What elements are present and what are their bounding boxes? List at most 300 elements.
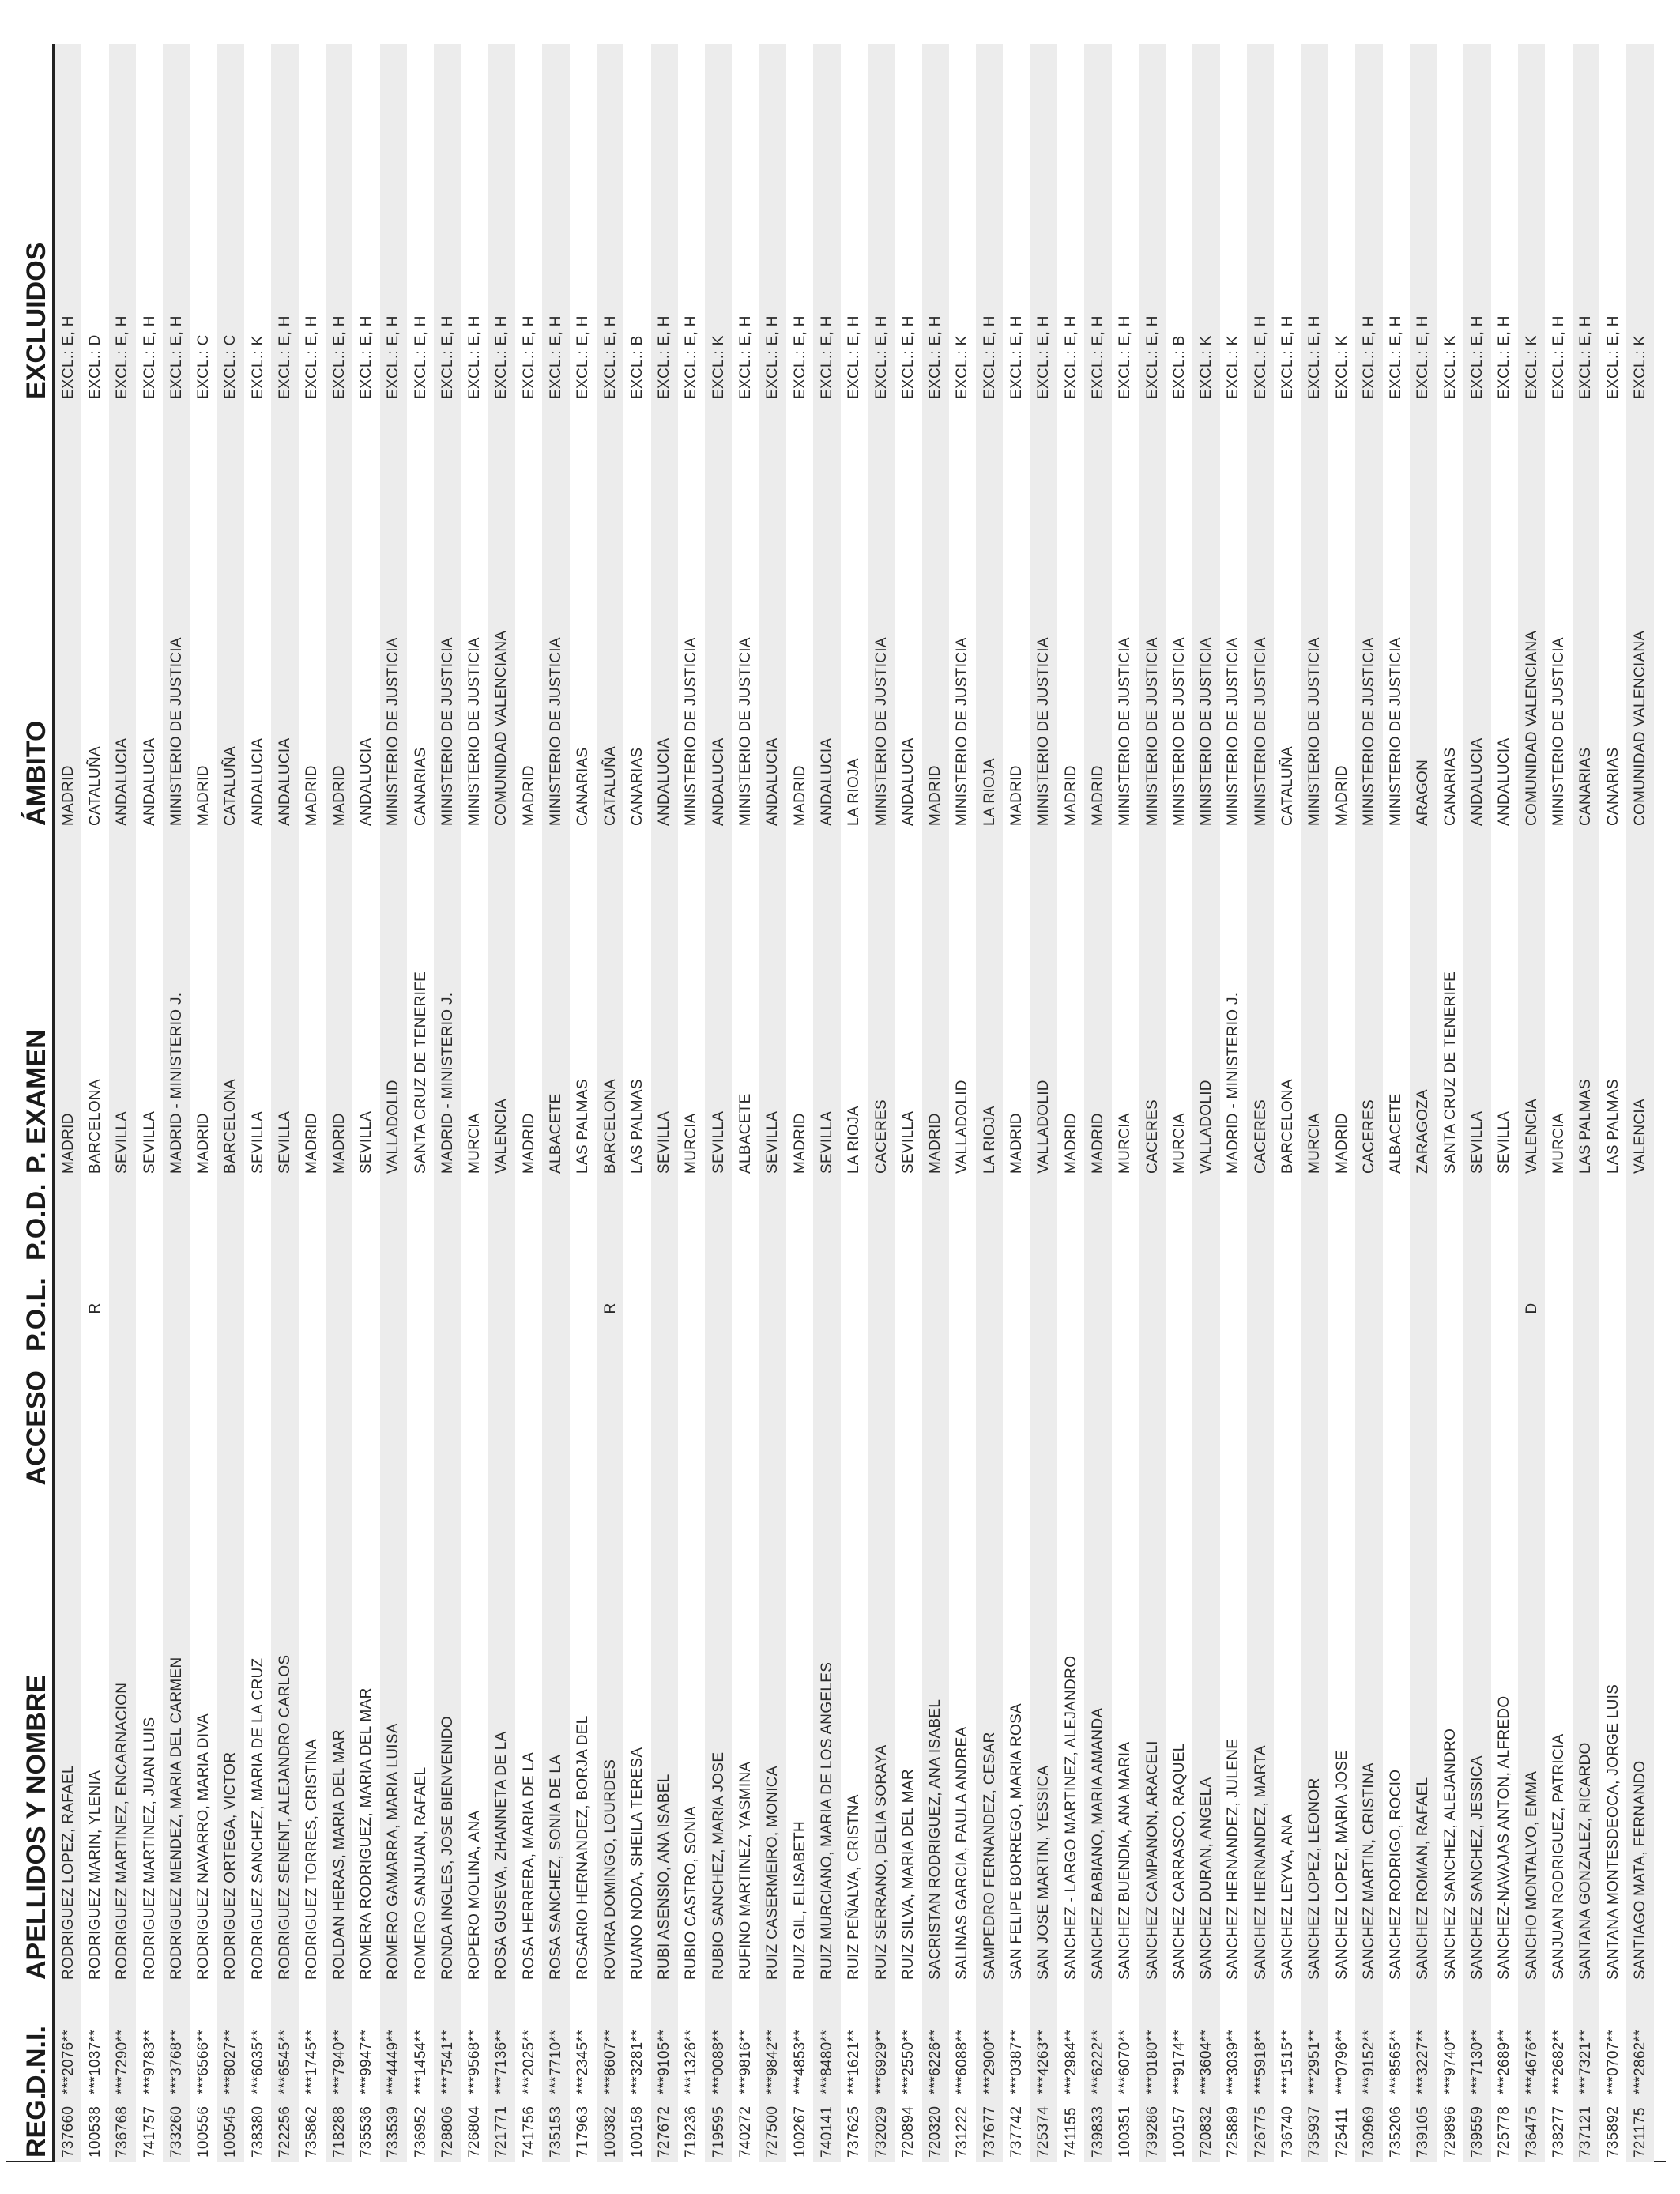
cell-excluidos: EXCL.: E, H: [109, 44, 136, 404]
table-row: [732, 44, 759, 2162]
cell-excluidos: EXCL.: E, H: [326, 44, 352, 404]
cell-pol: [326, 1265, 352, 1356]
cell-dni: ***5918**: [1247, 1985, 1274, 2099]
cell-dni: ***2862**: [1626, 1985, 1653, 2099]
cell-examen: SEVILLA: [271, 831, 298, 1178]
cell-acceso: [217, 1356, 244, 1554]
cell-ambito: CANARIAS: [1599, 404, 1626, 831]
table-row: [136, 44, 163, 2162]
cell-ambito: COMUNIDAD VALENCIANA: [488, 404, 515, 831]
cell-ambito: CATALUÑA: [1274, 404, 1301, 831]
table-row: [434, 44, 461, 2162]
cell-reg: 100351: [1112, 2099, 1139, 2162]
cell-ambito: ANDALUCIA: [109, 404, 136, 831]
cell-dni: ***3281**: [623, 1985, 650, 2099]
cell-ambito: MINISTERIO DE JUSTICIA: [1166, 404, 1192, 831]
cell-pol: [1084, 1265, 1111, 1356]
cell-acceso: [1410, 1356, 1437, 1554]
cell-acceso: [380, 1356, 407, 1554]
cell-examen: MADRID: [1084, 831, 1111, 1178]
cell-ambito: COMUNIDAD VALENCIANA: [1518, 404, 1545, 831]
cell-pol: [380, 1265, 407, 1356]
table-row: [786, 44, 813, 2162]
cell-reg: 720320: [922, 2099, 949, 2162]
cell-acceso: [922, 1356, 949, 1554]
cell-nombre: ROSA GUSEVA, ZHANNETA DE LA: [488, 1554, 515, 1985]
cell-dni: ***7940**: [326, 1985, 352, 2099]
cell-ambito: MINISTERIO DE JUSTICIA: [1112, 404, 1139, 831]
cell-nombre: RODRIGUEZ SANCHEZ, MARIA DE LA CRUZ: [244, 1554, 271, 1985]
cell-acceso: [515, 1356, 542, 1554]
cell-reg: 717963: [570, 2099, 597, 2162]
cell-ambito: MADRID: [326, 404, 352, 831]
cell-reg: 100382: [597, 2099, 623, 2162]
cell-examen: SEVILLA: [1463, 831, 1490, 1178]
cell-ambito: MINISTERIO DE JUSTICIA: [542, 404, 569, 831]
cell-reg: 100157: [1166, 2099, 1192, 2162]
cell-acceso: [976, 1356, 1003, 1554]
cell-nombre: SANCHEZ-NAVAJAS ANTON, ALFREDO: [1491, 1554, 1518, 1985]
cell-examen: SEVILLA: [244, 831, 271, 1178]
table-row: [678, 44, 705, 2162]
cell-excluidos: EXCL.: B: [1166, 44, 1192, 404]
cell-pod: [380, 1178, 407, 1265]
cell-reg: 737121: [1573, 2099, 1599, 2162]
table-row: [1030, 44, 1057, 2162]
cell-reg: 725374: [1030, 2099, 1057, 2162]
cell-reg: 735536: [352, 2099, 379, 2162]
cell-examen: SEVILLA: [136, 831, 163, 1178]
cell-ambito: ANDALUCIA: [244, 404, 271, 831]
cell-reg: 725778: [1491, 2099, 1518, 2162]
cell-nombre: SAMPEDRO FERNANDEZ, CESAR: [976, 1554, 1003, 1985]
cell-reg: 741756: [515, 2099, 542, 2162]
cell-examen: LA RIOJA: [841, 831, 868, 1178]
cell-pod: [1383, 1178, 1410, 1265]
cell-excluidos: EXCL.: E, H: [868, 44, 895, 404]
cell-nombre: SANCHO MONTALVO, EMMA: [1518, 1554, 1545, 1985]
cell-pod: [1491, 1178, 1518, 1265]
cell-dni: ***7290**: [109, 1985, 136, 2099]
cell-pol: [136, 1265, 163, 1356]
cell-pol: [1003, 1265, 1030, 1356]
cell-reg: 100545: [217, 2099, 244, 2162]
cell-reg: 735862: [299, 2099, 326, 2162]
table-row: [1463, 44, 1490, 2162]
cell-nombre: RUBIO CASTRO, SONIA: [678, 1554, 705, 1985]
cell-pod: [81, 1178, 108, 1265]
cell-nombre: RUIZ SILVA, MARIA DEL MAR: [895, 1554, 921, 1985]
cell-ambito: CANARIAS: [407, 404, 434, 831]
cell-pol: [1220, 1265, 1247, 1356]
table-row: [1328, 44, 1355, 2162]
cell-pol: [1057, 1265, 1084, 1356]
cell-excluidos: EXCL.: E, H: [515, 44, 542, 404]
table-body: [54, 44, 1654, 2162]
cell-examen: MURCIA: [678, 831, 705, 1178]
cell-examen: LAS PALMAS: [570, 831, 597, 1178]
cell-excluidos: EXCL.: E, H: [895, 44, 921, 404]
cell-excluidos: EXCL.: K: [1328, 44, 1355, 404]
cell-dni: ***9783**: [136, 1985, 163, 2099]
cell-pol: [868, 1265, 895, 1356]
cell-pod: [976, 1178, 1003, 1265]
cell-acceso: [434, 1356, 461, 1554]
cell-examen: BARCELONA: [217, 831, 244, 1178]
cell-pol: [407, 1265, 434, 1356]
cell-reg: 736768: [109, 2099, 136, 2162]
cell-acceso: [1355, 1356, 1382, 1554]
cell-examen: BARCELONA: [1274, 831, 1301, 1178]
cell-dni: ***1621**: [841, 1985, 868, 2099]
cell-examen: SEVILLA: [895, 831, 921, 1178]
cell-pod: [1355, 1178, 1382, 1265]
cell-excluidos: EXCL.: E, H: [1030, 44, 1057, 404]
cell-acceso: [136, 1356, 163, 1554]
cell-ambito: MADRID: [515, 404, 542, 831]
cell-ambito: MINISTERIO DE JUSTICIA: [461, 404, 488, 831]
cell-examen: MURCIA: [1166, 831, 1192, 1178]
cell-nombre: SANCHEZ CAMPANON, ARACELI: [1139, 1554, 1166, 1985]
table-row: [1491, 44, 1518, 2162]
cell-acceso: [705, 1356, 732, 1554]
cell-acceso: [949, 1356, 976, 1554]
cell-excluidos: EXCL.: K: [1220, 44, 1247, 404]
cell-excluidos: EXCL.: E, H: [352, 44, 379, 404]
cell-nombre: SANCHEZ HERNANDEZ, JULENE: [1220, 1554, 1247, 1985]
cell-pod: [732, 1178, 759, 1265]
cell-excluidos: EXCL.: E, H: [1274, 44, 1301, 404]
cell-reg: 725889: [1220, 2099, 1247, 2162]
cell-acceso: [352, 1356, 379, 1554]
cell-acceso: [542, 1356, 569, 1554]
cell-ambito: MINISTERIO DE JUSTICIA: [732, 404, 759, 831]
cell-examen: MADRID - MINISTERIO J.: [434, 831, 461, 1178]
cell-pol: D: [1518, 1265, 1545, 1356]
cell-nombre: RODRIGUEZ TORRES, CRISTINA: [299, 1554, 326, 1985]
cell-acceso: [461, 1356, 488, 1554]
table-row: [1112, 44, 1139, 2162]
cell-pod: [461, 1178, 488, 1265]
cell-pod: [623, 1178, 650, 1265]
cell-reg: 100556: [190, 2099, 217, 2162]
cell-nombre: SALINAS GARCIA, PAULA ANDREA: [949, 1554, 976, 1985]
cell-reg: 735153: [542, 2099, 569, 2162]
cell-pod: [1166, 1178, 1192, 1265]
cell-excluidos: EXCL.: E, H: [54, 44, 82, 404]
cell-pod: [1573, 1178, 1599, 1265]
cell-acceso: [1274, 1356, 1301, 1554]
cell-ambito: MINISTERIO DE JUSTICIA: [1545, 404, 1572, 831]
cell-examen: MADRID: [786, 831, 813, 1178]
cell-ambito: CANARIAS: [1437, 404, 1463, 831]
cell-dni: ***2951**: [1301, 1985, 1328, 2099]
cell-examen: ZARAGOZA: [1410, 831, 1437, 1178]
cell-excluidos: EXCL.: E, H: [299, 44, 326, 404]
cell-ambito: MADRID: [190, 404, 217, 831]
cell-examen: MADRID: [54, 831, 82, 1178]
cell-pol: [352, 1265, 379, 1356]
header-nombre: APELLIDOS Y NOMBRE: [6, 1554, 54, 1985]
cell-excluidos: EXCL.: C: [217, 44, 244, 404]
cell-pod: [949, 1178, 976, 1265]
cell-examen: MADRID: [299, 831, 326, 1178]
cell-pod: [1437, 1178, 1463, 1265]
cell-nombre: RUANO NODA, SHEILA TERESA: [623, 1554, 650, 1985]
table-row: [841, 44, 868, 2162]
cell-acceso: [1247, 1356, 1274, 1554]
cell-pod: [1192, 1178, 1219, 1265]
cell-pod: [1139, 1178, 1166, 1265]
cell-reg: 737660: [54, 2099, 82, 2162]
cell-reg: 740272: [732, 2099, 759, 2162]
cell-reg: 718288: [326, 2099, 352, 2162]
cell-reg: 733260: [163, 2099, 190, 2162]
cell-pod: [326, 1178, 352, 1265]
header-row: [6, 44, 54, 2162]
cell-pod: [922, 1178, 949, 1265]
cell-examen: CACERES: [1355, 831, 1382, 1178]
cell-excluidos: EXCL.: E, H: [1112, 44, 1139, 404]
table-row: [352, 44, 379, 2162]
cell-reg: 727500: [759, 2099, 786, 2162]
cell-nombre: SANCHEZ DURAN, ANGELA: [1192, 1554, 1219, 1985]
cell-nombre: SANJUAN RODRIGUEZ, PATRICIA: [1545, 1554, 1572, 1985]
cell-nombre: SACRISTAN RODRIGUEZ, ANA ISABEL: [922, 1554, 949, 1985]
cell-examen: SEVILLA: [109, 831, 136, 1178]
cell-pod: [1274, 1178, 1301, 1265]
table-row: [1247, 44, 1274, 2162]
table-row: [813, 44, 840, 2162]
cell-excluidos: EXCL.: E, H: [271, 44, 298, 404]
cell-examen: VALLADOLID: [1030, 831, 1057, 1178]
cell-pol: [895, 1265, 921, 1356]
cell-dni: ***9842**: [759, 1985, 786, 2099]
cell-pod: [705, 1178, 732, 1265]
table-row: [81, 44, 108, 2162]
cell-acceso: [163, 1356, 190, 1554]
table-row: [271, 44, 298, 2162]
cell-dni: ***4263**: [1030, 1985, 1057, 2099]
cell-pol: [1491, 1265, 1518, 1356]
cell-examen: MADRID: [190, 831, 217, 1178]
cell-excluidos: EXCL.: E, H: [759, 44, 786, 404]
table-row: [54, 44, 82, 2162]
cell-pol: [1274, 1265, 1301, 1356]
cell-acceso: [244, 1356, 271, 1554]
table-row: [623, 44, 650, 2162]
cell-excluidos: EXCL.: E, H: [786, 44, 813, 404]
cell-examen: MADRID: [1328, 831, 1355, 1178]
cell-pol: [434, 1265, 461, 1356]
cell-dni: ***2550**: [895, 1985, 921, 2099]
header-ambito: ÁMBITO: [6, 404, 54, 831]
table-row: [1003, 44, 1030, 2162]
cell-acceso: [271, 1356, 298, 1554]
cell-dni: ***8607**: [597, 1985, 623, 2099]
cell-nombre: SANTANA MONTESDEOCA, JORGE LUIS: [1599, 1554, 1626, 1985]
cell-pod: [597, 1178, 623, 1265]
cell-ambito: MADRID: [1003, 404, 1030, 831]
table-row: [1220, 44, 1247, 2162]
cell-examen: MADRID: [1057, 831, 1084, 1178]
cell-pod: [352, 1178, 379, 1265]
cell-pol: [759, 1265, 786, 1356]
cell-acceso: [1491, 1356, 1518, 1554]
cell-reg: 100158: [623, 2099, 650, 2162]
cell-pol: [190, 1265, 217, 1356]
cell-pod: [786, 1178, 813, 1265]
cell-examen: MURCIA: [1301, 831, 1328, 1178]
cell-reg: 733539: [380, 2099, 407, 2162]
cell-pol: [244, 1265, 271, 1356]
cell-nombre: RUIZ SERRANO, DELIA SORAYA: [868, 1554, 895, 1985]
cell-dni: ***3227**: [1410, 1985, 1437, 2099]
cell-dni: ***2076**: [54, 1985, 82, 2099]
cell-nombre: RUBIO SANCHEZ, MARIA JOSE: [705, 1554, 732, 1985]
cell-ambito: CANARIAS: [1573, 404, 1599, 831]
cell-excluidos: EXCL.: E, H: [434, 44, 461, 404]
cell-nombre: RODRIGUEZ ORTEGA, VICTOR: [217, 1554, 244, 1985]
cell-pod: [651, 1178, 678, 1265]
cell-pod: [299, 1178, 326, 1265]
cell-pod: [1057, 1178, 1084, 1265]
cell-dni: ***1745**: [299, 1985, 326, 2099]
table-row: [461, 44, 488, 2162]
cell-reg: 727672: [651, 2099, 678, 2162]
cell-excluidos: EXCL.: E, H: [1599, 44, 1626, 404]
cell-pol: [54, 1265, 82, 1356]
cell-ambito: MADRID: [54, 404, 82, 831]
cell-acceso: [1301, 1356, 1328, 1554]
cell-pol: [1437, 1265, 1463, 1356]
cell-pod: [1220, 1178, 1247, 1265]
cell-excluidos: EXCL.: E, H: [732, 44, 759, 404]
cell-acceso: [1328, 1356, 1355, 1554]
cell-pol: [1112, 1265, 1139, 1356]
cell-ambito: MINISTERIO DE JUSTICIA: [1383, 404, 1410, 831]
table-row: [1274, 44, 1301, 2162]
cell-nombre: SANTANA GONZALEZ, RICARDO: [1573, 1554, 1599, 1985]
cell-excluidos: EXCL.: E, H: [163, 44, 190, 404]
cell-examen: BARCELONA: [81, 831, 108, 1178]
cell-excluidos: EXCL.: E, H: [1139, 44, 1166, 404]
cell-pod: [407, 1178, 434, 1265]
cell-nombre: ROMERO GAMARRA, MARIA LUISA: [380, 1554, 407, 1985]
cell-ambito: ARAGON: [1410, 404, 1437, 831]
cell-ambito: MINISTERIO DE JUSTICIA: [1355, 404, 1382, 831]
cell-dni: ***7321**: [1573, 1985, 1599, 2099]
cell-excluidos: EXCL.: E, H: [1003, 44, 1030, 404]
cell-examen: VALLADOLID: [949, 831, 976, 1178]
cell-dni: ***4676**: [1518, 1985, 1545, 2099]
cell-dni: ***9816**: [732, 1985, 759, 2099]
cell-pol: [515, 1265, 542, 1356]
cell-examen: LAS PALMAS: [1573, 831, 1599, 1178]
cell-excluidos: EXCL.: E, H: [1084, 44, 1111, 404]
cell-ambito: CANARIAS: [623, 404, 650, 831]
cell-acceso: [1192, 1356, 1219, 1554]
cell-excluidos: EXCL.: E, H: [407, 44, 434, 404]
cell-pol: [786, 1265, 813, 1356]
table-row: [1383, 44, 1410, 2162]
cell-reg: 741155: [1057, 2099, 1084, 2162]
cell-excluidos: EXCL.: E, H: [1545, 44, 1572, 404]
cell-excluidos: EXCL.: E, H: [813, 44, 840, 404]
cell-excluidos: EXCL.: E, H: [841, 44, 868, 404]
cell-dni: ***7130**: [1463, 1985, 1490, 2099]
cell-excluidos: EXCL.: B: [623, 44, 650, 404]
cell-reg: 739286: [1139, 2099, 1166, 2162]
cell-nombre: SANCHEZ - LARGO MARTINEZ, ALEJANDRO: [1057, 1554, 1084, 1985]
table-row: [380, 44, 407, 2162]
cell-nombre: SANCHEZ LOPEZ, MARIA JOSE: [1328, 1554, 1355, 1985]
cell-excluidos: EXCL.: K: [1626, 44, 1653, 404]
cell-pod: [488, 1178, 515, 1265]
cell-examen: ALBACETE: [1383, 831, 1410, 1178]
table-row: [597, 44, 623, 2162]
cell-nombre: SANCHEZ CARRASCO, RAQUEL: [1166, 1554, 1192, 1985]
table-row: [949, 44, 976, 2162]
cell-acceso: [813, 1356, 840, 1554]
cell-ambito: COMUNIDAD VALENCIANA: [1626, 404, 1653, 831]
cell-excluidos: EXCL.: D: [81, 44, 108, 404]
cell-pol: [841, 1265, 868, 1356]
cell-acceso: [1139, 1356, 1166, 1554]
cell-reg: 736475: [1518, 2099, 1545, 2162]
cell-acceso: [651, 1356, 678, 1554]
cell-reg: 730969: [1355, 2099, 1382, 2162]
cell-examen: ALBACETE: [732, 831, 759, 1178]
cell-pol: [461, 1265, 488, 1356]
cell-examen: LAS PALMAS: [623, 831, 650, 1178]
cell-reg: 720832: [1192, 2099, 1219, 2162]
cell-dni: ***3039**: [1220, 1985, 1247, 2099]
cell-pol: [1383, 1265, 1410, 1356]
cell-excluidos: EXCL.: E, H: [1463, 44, 1490, 404]
cell-pod: [1247, 1178, 1274, 1265]
cell-excluidos: EXCL.: E, H: [597, 44, 623, 404]
table-row: [190, 44, 217, 2162]
table-row: [651, 44, 678, 2162]
cell-ambito: CANARIAS: [570, 404, 597, 831]
cell-acceso: [678, 1356, 705, 1554]
cell-pol: [1247, 1265, 1274, 1356]
cell-acceso: [326, 1356, 352, 1554]
table-row: [1084, 44, 1111, 2162]
cell-excluidos: EXCL.: E, H: [1301, 44, 1328, 404]
cell-pol: [109, 1265, 136, 1356]
cell-examen: SEVILLA: [705, 831, 732, 1178]
cell-acceso: [1626, 1356, 1653, 1554]
cell-examen: MURCIA: [1112, 831, 1139, 1178]
cell-excluidos: EXCL.: E, H: [542, 44, 569, 404]
cell-ambito: MINISTERIO DE JUSTICIA: [1301, 404, 1328, 831]
cell-nombre: ROSA HERRERA, MARIA DE LA: [515, 1554, 542, 1985]
cell-excluidos: EXCL.: E, H: [136, 44, 163, 404]
cell-dni: ***0088**: [705, 1985, 732, 2099]
table-row: [217, 44, 244, 2162]
cell-pod: [190, 1178, 217, 1265]
cell-ambito: MINISTERIO DE JUSTICIA: [434, 404, 461, 831]
cell-pod: [244, 1178, 271, 1265]
cell-pod: [542, 1178, 569, 1265]
cell-acceso: [1166, 1356, 1192, 1554]
cell-excluidos: EXCL.: E, H: [1355, 44, 1382, 404]
cell-dni: ***0180**: [1139, 1985, 1166, 2099]
cell-reg: 719595: [705, 2099, 732, 2162]
cell-ambito: MADRID: [922, 404, 949, 831]
